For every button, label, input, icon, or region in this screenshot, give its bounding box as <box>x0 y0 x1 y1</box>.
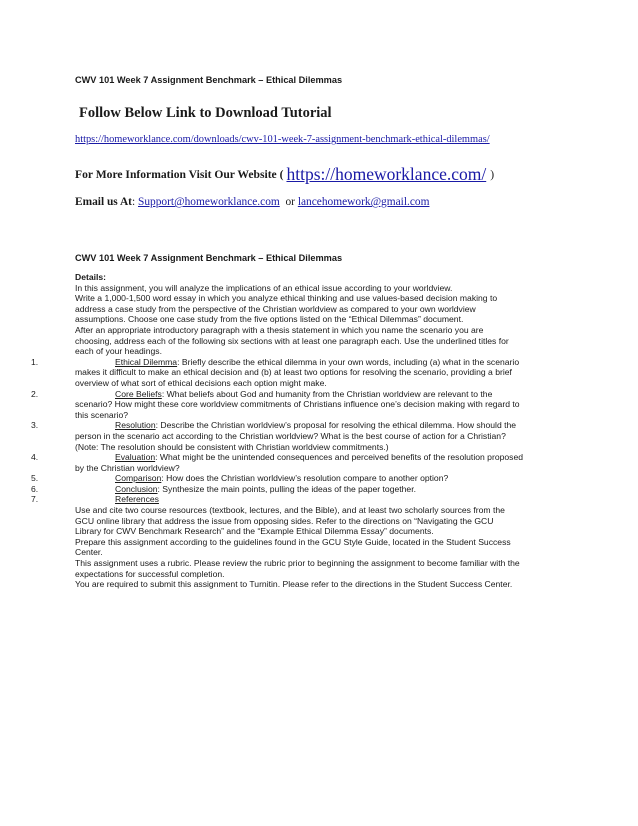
item-title: References <box>115 494 159 505</box>
item-text: : How does the Christian worldview’s resolution compare to another option? <box>161 473 449 484</box>
email-or: or <box>285 196 295 208</box>
intro-line: assumptions. Choose one case study from the five options listed on the “Ethical Dilemmas” document. <box>75 314 464 325</box>
outro-line: Use and cite two course resources (textbook, lectures, and the Bible), and at least two scholarly sources from the <box>75 505 505 516</box>
item-line: person in the scenario act according to the Christian worldview? What is the best course of action for a Christian? <box>75 430 506 441</box>
item-text: : What might be the unintended consequences and perceived benefits of the resolution proposed <box>155 452 524 463</box>
more-info-close: ) <box>490 168 495 181</box>
item-number: 7. <box>31 494 39 505</box>
item-line: overview of what sort of ethical decisions each option might make. <box>75 377 327 388</box>
website-link[interactable]: https://homeworklance.com/ <box>286 164 487 184</box>
list-item <box>31 420 595 452</box>
outro-line: You are required to submit this assignment to Turnitin. Please refer to the directions in the Student Success Center. <box>75 579 513 590</box>
item-first-line <box>75 484 595 495</box>
assignment-body <box>31 272 595 590</box>
item-number: 2. <box>31 388 39 399</box>
item-line: this scenario? <box>75 409 129 420</box>
item-first-line <box>75 473 595 484</box>
item-title: Conclusion <box>115 483 158 494</box>
intro-line: each of your headings. <box>75 346 162 357</box>
outro-line: Center. <box>75 547 103 558</box>
intro-line: In this assignment, you will analyze the implications of an ethical issue according to your worldview. <box>75 282 453 293</box>
item-line: by the Christian worldview? <box>75 462 180 473</box>
item-first-line <box>75 357 595 368</box>
item-title: Core Beliefs <box>115 388 162 399</box>
item-text: : Briefly describe the ethical dilemma in your own words, including (a) what in the scenario <box>177 356 520 367</box>
download-link[interactable]: https://homeworklance.com/downloads/cwv-101-week-7-assignment-benchmark-ethical-dilemmas/ <box>75 134 490 145</box>
item-line: makes it difficult to make an ethical decision and (b) at least two options for resolving the scenario, providing a brief <box>75 367 512 378</box>
item-first-line <box>75 452 595 463</box>
doc-title: CWV 101 Week 7 Assignment Benchmark – Ethical Dilemmas <box>75 75 343 85</box>
list-item <box>31 473 595 484</box>
item-line: (Note: The resolution should be consistent with Christian worldview commitments.) <box>75 441 389 452</box>
intro-text <box>75 283 595 357</box>
doc-title-2: CWV 101 Week 7 Assignment Benchmark – Ethical Dilemmas <box>75 253 343 263</box>
outro-text <box>75 505 595 590</box>
outro-line: Prepare this assignment according to the guidelines found in the GCU Style Guide, located in the Student Success <box>75 536 511 547</box>
list-item <box>31 388 595 421</box>
item-number: 6. <box>31 483 39 494</box>
item-text: : Synthesize the main points, pulling the ideas of the paper together. <box>157 483 416 494</box>
email-line <box>75 196 429 208</box>
intro-line: choosing, address each of the following six sections with at least one paragraph each. Use the underlined titles for <box>75 335 509 346</box>
item-title: Evaluation <box>115 452 156 463</box>
item-text: : Describe the Christian worldview’s proposal for resolving the ethical dilemma. How should the <box>155 420 517 431</box>
outro-line: This assignment uses a rubric. Please review the rubric prior to beginning the assignment to become familiar with the <box>75 558 520 569</box>
item-title: Resolution <box>115 420 156 431</box>
item-first-line <box>75 420 595 431</box>
item-title: Ethical Dilemma <box>115 356 178 367</box>
section-list <box>31 356 595 505</box>
more-info-label: For More Information Visit Our Website ( <box>75 168 284 181</box>
intro-line: Write a 1,000-1,500 word essay in which you analyze ethical thinking and use values-based decision making to <box>75 293 498 304</box>
item-number: 1. <box>31 356 39 367</box>
details-label: Details: <box>75 272 107 282</box>
outro-line: expectations for successful completion. <box>75 568 225 579</box>
follow-heading: Follow Below Link to Download Tutorial <box>79 105 332 121</box>
list-item <box>31 494 595 505</box>
list-item <box>31 452 595 473</box>
item-line: scenario? How might these core worldview commitments of Christians influence one’s decision making with regard to <box>75 399 520 410</box>
item-number: 5. <box>31 473 39 484</box>
email-colon: : <box>131 196 136 208</box>
more-info-line <box>75 162 494 183</box>
list-item <box>31 356 595 389</box>
item-title: Comparison <box>115 473 162 484</box>
item-first-line <box>75 389 595 400</box>
outro-line: Library for CWV Benchmark Research” and the “Example Ethical Dilemma Essay” documents. <box>75 526 434 537</box>
list-item <box>31 483 595 495</box>
item-first-line <box>75 494 595 505</box>
intro-line: address a case study from the perspective of the Christian worldview as compared to your own worldview <box>75 303 476 314</box>
email-label: Email us At <box>75 196 132 208</box>
email-support-link[interactable]: Support@homeworklance.com <box>138 196 280 208</box>
item-text: : What beliefs about God and humanity from the Christian worldview are relevant to the <box>161 388 493 399</box>
intro-line: After an appropriate introductory paragraph with a thesis statement in which you name the scenario you are <box>75 324 484 335</box>
item-number: 4. <box>31 452 39 463</box>
outro-line: GCU online library that address the issue from opposing sides. Refer to the directions on “Navigating the GCU <box>75 515 494 526</box>
email-alt-link[interactable]: lancehomework@gmail.com <box>297 196 430 208</box>
item-number: 3. <box>31 420 39 431</box>
